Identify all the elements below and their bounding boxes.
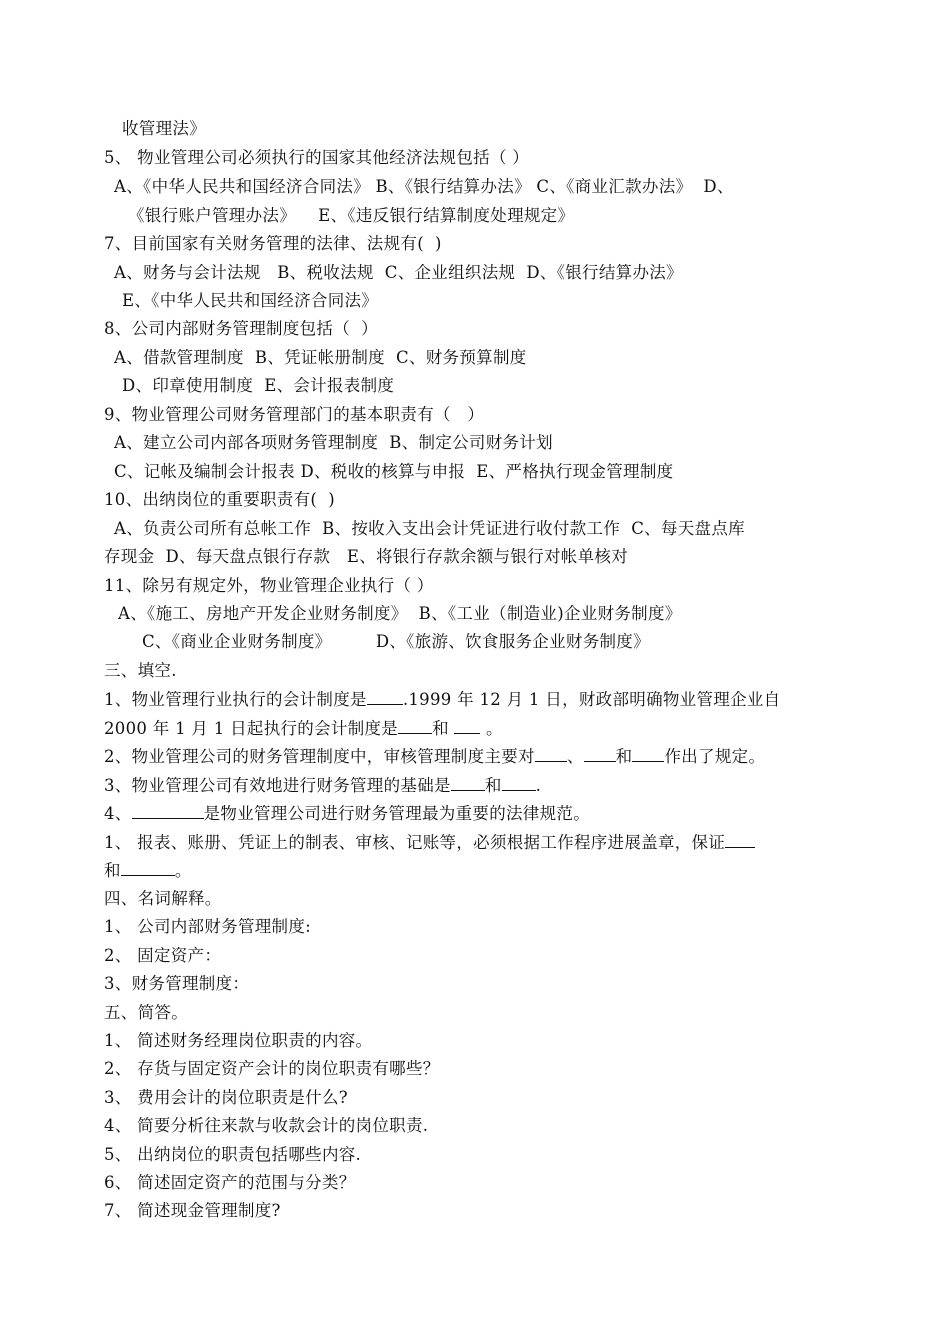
term-3: 3、财务管理制度： [104, 974, 250, 993]
section-heading-fill-blank: 三、填空. [104, 661, 177, 680]
short-answer-7: 7、 简述现金管理制度? [104, 1201, 281, 1220]
blank [121, 859, 175, 876]
text: 1、物业管理行业执行的会计制度是 [104, 690, 367, 709]
fill-blank-4 [104, 802, 590, 825]
options-line: A、《施工、房地产开发企业财务制度》 B、《工业（制造业)企业财务制度》 [118, 604, 682, 623]
options-line: A、建立公司内部各项财务管理制度 B、制定公司财务计划 [114, 433, 553, 452]
short-answer-1: 1、 简述财务经理岗位职责的内容。 [104, 1031, 373, 1050]
text: 和 [484, 776, 502, 795]
blank [535, 745, 567, 762]
fill-blank-1-cont [104, 717, 503, 740]
text: 3、物业管理公司有效地进行财务管理的基础是 [104, 776, 451, 795]
text: 1、 报表、账册、凭证上的制表、审核、记账等，必须根据工作程序进展盖章，保证 [104, 833, 726, 852]
question-5: 5、 物业管理公司必须执行的国家其他经济法规包括（ ） [104, 148, 530, 167]
options-line: A、借款管理制度 B、凭证帐册制度 C、财务预算制度 [114, 348, 527, 367]
question-10: 10、出纳岗位的重要职责有( ) [104, 490, 335, 509]
text: 作出了规定。 [664, 747, 766, 766]
short-answer-5: 5、 出纳岗位的职责包括哪些内容. [104, 1145, 362, 1164]
fill-blank-5-cont [104, 859, 192, 882]
question-8: 8、公司内部财务管理制度包括（ ） [104, 319, 378, 338]
fill-blank-5 [104, 831, 755, 854]
options-line: C、《商业企业财务制度》 D、《旅游、饮食服务企业财务制度》 [142, 632, 650, 651]
text: 、 [566, 747, 584, 766]
options-line: E、《中华人民共和国经济合同法》 [122, 291, 379, 310]
term-2: 2、 固定资产： [104, 946, 222, 965]
text: 。 [174, 861, 192, 880]
text: 是物业管理公司进行财务管理最为重要的法律规范。 [203, 804, 591, 823]
options-line: A、《中华人民共和国经济合同法》 B、《银行结算办法》 C、《商业汇款办法》 D、 [114, 177, 734, 196]
text: 4、 [104, 804, 132, 823]
short-answer-3: 3、 费用会计的岗位职责是什么? [104, 1088, 348, 1107]
blank [367, 688, 403, 705]
short-answer-4: 4、 简要分析往来款与收款会计的岗位职责. [104, 1116, 429, 1135]
text: 和 [432, 719, 449, 738]
blank [132, 802, 204, 819]
blank [454, 717, 480, 734]
short-answer-2: 2、 存货与固定资产会计的岗位职责有哪些？ [104, 1059, 440, 1078]
text: 和 [104, 861, 121, 880]
term-1: 1、 公司内部财务管理制度: [104, 917, 312, 936]
blank [398, 717, 432, 734]
options-line: C、记帐及编制会计报表 D、税收的核算与申报 E、严格执行现金管理制度 [114, 462, 674, 481]
question-9: 9、物业管理公司财务管理部门的基本职责有（ ） [104, 405, 485, 424]
fill-blank-1 [104, 688, 780, 711]
text-line: 收管理法》 [122, 119, 206, 138]
question-11: 11、除另有规定外，物业管理企业执行（ ） [104, 576, 434, 595]
section-heading-short-answer: 五、简答。 [104, 1003, 188, 1022]
text: 2、物业管理公司的财务管理制度中，审核管理制度主要对 [104, 747, 535, 766]
text: 2000 年 1 月 1 日起执行的会计制度是 [104, 719, 399, 738]
fill-blank-3 [104, 774, 541, 797]
blank [632, 745, 664, 762]
options-line: A、财务与会计法规 B、税收法规 C、企业组织法规 D、《银行结算办法》 [114, 263, 683, 282]
text: .1999 年 12 月 1 日，财政部明确物业管理企业自 [402, 690, 781, 709]
fill-blank-2 [104, 745, 765, 768]
blank [725, 831, 755, 848]
options-line: D、印章使用制度 E、会计报表制度 [122, 376, 395, 395]
text: . [535, 776, 542, 795]
blank [502, 774, 536, 791]
blank [584, 745, 616, 762]
options-line: 《银行账户管理办法》 E、《违反银行结算制度处理规定》 [128, 206, 575, 225]
blank [451, 774, 485, 791]
text: 。 [486, 719, 503, 738]
short-answer-6: 6、 简述固定资产的范围与分类？ [104, 1173, 356, 1192]
options-line: 存现金 D、每天盘点银行存款 E、将银行存款余额与银行对帐单核对 [104, 547, 628, 566]
text: 和 [615, 747, 633, 766]
options-line: A、负责公司所有总帐工作 B、按收入支出会计凭证进行收付款工作 C、每天盘点库 [114, 519, 745, 538]
section-heading-terms: 四、名词解释。 [104, 889, 222, 908]
question-7: 7、目前国家有关财务管理的法律、法规有( ) [104, 234, 442, 253]
